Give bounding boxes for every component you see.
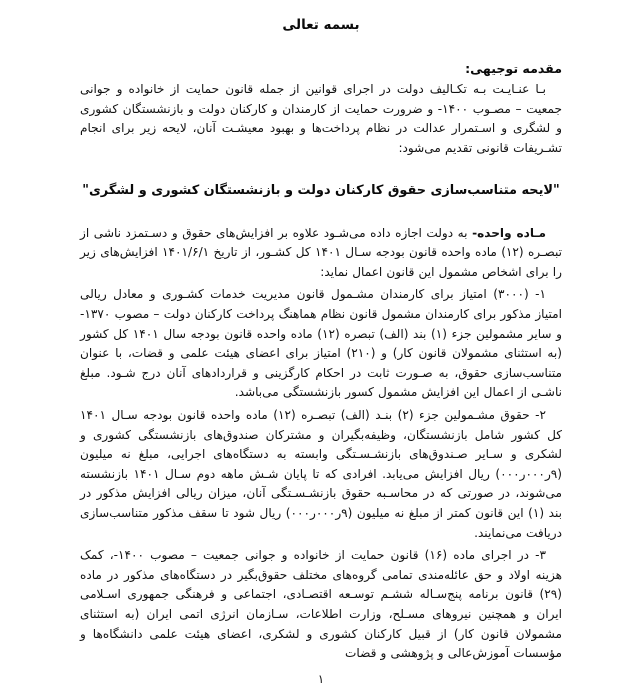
law-title: "لایحه متناسب‌سازی حقوق کارکنان دولت و بازنشستگان کشوری و لشگری"	[82, 182, 560, 198]
article-body-text: به دولت اجازه داده می‌شـود علاوه بر افزایش‌های حقوق و دسـتمزد ناشی از تبصـره (۱۲) ماده واحده قانون بودجه سـال ۱۴۰۱ کل کشـور، از تاریخ ۱۴۰۱/۶/۱ افزایش‌های زیر را برای اشخاص مشمول این قانون اعمال نماید:	[80, 225, 563, 279]
document-body	[80, 0, 562, 664]
clause-1: ۱- (۳۰۰۰) امتیاز برای کارمندان مشـمول قانون مدیریت خدمات کشـوری و معادل ریالی امتیاز مذکور برای کارمندان مشمول قانون نظام هماهنگ پرداخت کارکنان دولت – مصوب ۱۳۷۰- و سایر مشمولین جزء (۱) بند (الف) تبصره (۱۲) ماده واحده قانون بودجه سال ۱۴۰۱ کل کشور (به استثنای مشمولان قانون کار) و (۲۱۰) امتیاز برای اعضای هیئت علمی و قضات، با عنوان متناسب‌سازی حقوق، به صـورت ثابت در احکام کارگزینی و قراردادهای آنان درج شـود. مبلغ ناشـی از اعمال این افزایش مشمول کسور بازنشستگی می‌باشد.	[80, 287, 563, 400]
preamble-heading: مقدمه توجیهی:	[465, 61, 562, 77]
article-lead-label: مـاده واحده-	[472, 225, 546, 240]
preamble-paragraph: بـا عنـایـت بـه تکـالیف دولت در اجرای قوانین از جمله قانون حمایت از خانواده و جوانی جمعیت – مصـوب ۱۴۰۰- و ضرورت حمایت از کارمندان و کارکنان دولت و بازنشستگان کشوری و لشگری و اسـتمرار عدالت در نظام پرداخت‌ها و بهبود معیشـت آنان، لایحه زیر برای انجام تشـریفات قانونی تقدیم می‌شود:	[80, 82, 562, 155]
clause-3: ۳- در اجرای ماده (۱۶) قانون حمایت از خانواده و جوانی جمعیت – مصوب ۱۴۰۰-، کمک هزینه اولاد و حق عائله‌مندی تمامی گروه‌های مختلف حقوق‌بگیر در دستگاه‌های مذکور در ماده (۲۹) قانون برنامه پنج‌سـاله ششـم توسـعه اقتصـادی، اجتماعی و فرهنگی جمهوری اسـلامی ایران و همچنین نیروهای مسـلح، وزارت اطلاعات، سـازمان انرژی اتمی ایران (به استثنای مشمولان قانون کار) از قبیل کارکنان کشوری و لشکری، اعضای هیئت علمی دانشگاه‌ها و مؤسسات آموزش‌عالی و پژوهشی و قضات	[80, 548, 562, 661]
basmala-heading: بسمه تعالی	[282, 17, 360, 33]
article-single-paragraph	[80, 224, 562, 283]
clause-2: ۲- حقوق مشـمولین جزء (۲) بنـد (الف) تبصـره (۱۲) ماده واحده قانون بودجه سـال ۱۴۰۱ کل کشور شامل بازنشستگان، وظیفه‌بگیران و مشترکان صندوق‌های بازنشستگی کشوری و لشکری و سـایر صـندوق‌های بازنشـسـتگی وابسته به دستگاه‌های اجرایی، مبلغ نه میلیون (۹ر۰۰۰ر۰۰۰) ریال افزایش می‌یابد. افرادی که تا پایان شـش ماهه دوم سـال ۱۴۰۱ بازنشسته می‌شوند، در صورتی که در محاسـبه حقوق بازنشـسـتگی آنان، میزان ریالی افزایش مذکور در بند (۱) این قانون کمتر از مبلغ نه میلیون (۹ر۰۰۰ر۰۰۰) ریال شود تا سقف مذکور متناسب‌سازی دریافت می‌نمایند.	[80, 407, 562, 540]
page-number: ۱	[317, 672, 325, 686]
